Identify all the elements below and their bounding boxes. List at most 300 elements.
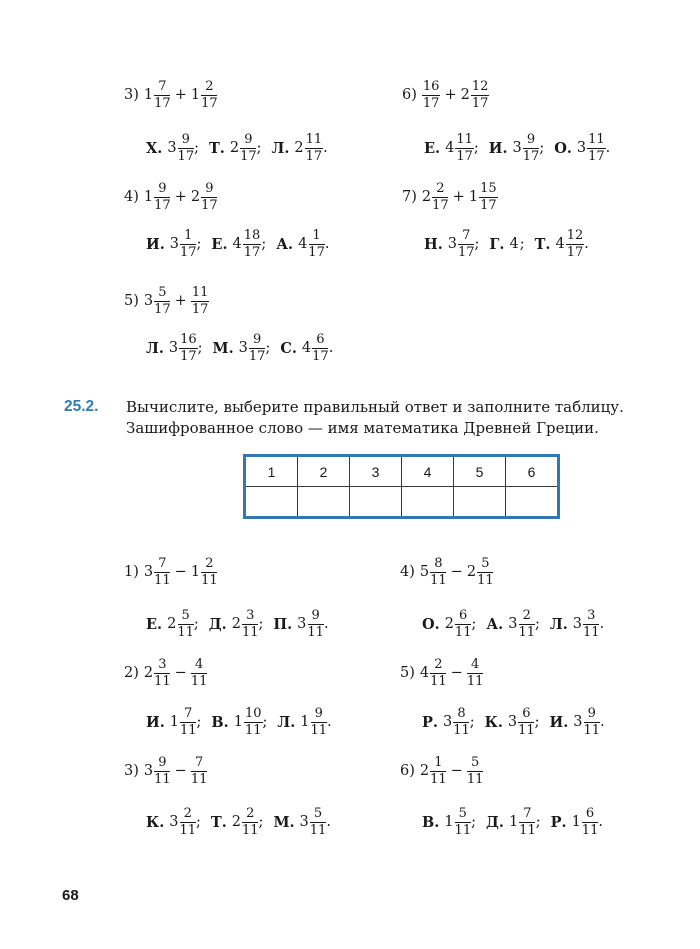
options-row — [146, 609, 339, 639]
fraction — [455, 609, 472, 639]
fraction — [455, 133, 474, 163]
fraction — [467, 756, 484, 786]
expression-row — [124, 756, 207, 786]
fraction — [154, 80, 171, 110]
exercise-5-expression — [124, 286, 209, 316]
option-letter: Н. — [424, 235, 443, 253]
denominator: 11 — [518, 624, 535, 640]
option-value: 4 — [509, 236, 519, 253]
numerator: 11 — [588, 132, 605, 147]
mixed-number — [573, 707, 600, 737]
answer-option — [146, 609, 209, 639]
fraction — [177, 609, 194, 639]
separator: ; — [256, 140, 262, 157]
option-letter: Д. — [208, 615, 227, 633]
answer-option — [486, 609, 550, 639]
fraction — [311, 707, 328, 737]
exercise-label: 6) — [402, 87, 417, 104]
answer-option — [550, 609, 614, 639]
fraction — [523, 133, 540, 163]
answer-cell[interactable] — [506, 487, 559, 518]
option-letter: М. — [212, 339, 234, 357]
fraction — [244, 707, 263, 737]
fraction — [422, 80, 441, 110]
whole-part: 3 — [143, 293, 154, 310]
mixed-number — [300, 707, 327, 737]
whole-part: 4 — [301, 340, 312, 357]
answer-option — [485, 707, 550, 737]
mixed-number — [191, 80, 218, 110]
separator: ; — [471, 814, 476, 831]
numerator: 9 — [178, 133, 194, 149]
denominator: 17 — [457, 244, 475, 260]
answer-option — [554, 133, 620, 163]
mixed-number — [300, 807, 327, 837]
answer-table-header-cell: 6 — [506, 456, 559, 487]
answer-cell[interactable] — [350, 487, 402, 518]
separator: ; — [474, 236, 480, 253]
numerator: 7 — [519, 807, 535, 823]
mixed-number — [230, 133, 257, 163]
whole-part: 1 — [300, 714, 310, 731]
answer-option — [272, 133, 338, 163]
whole-part: 3 — [299, 814, 309, 831]
whole-part: 1 — [468, 189, 479, 206]
fraction — [191, 658, 208, 688]
answer-cell[interactable] — [402, 487, 454, 518]
separator: . — [323, 140, 328, 157]
answer-option — [422, 807, 486, 837]
whole-part: 2 — [421, 189, 432, 206]
operator: + — [174, 293, 187, 310]
separator: . — [328, 340, 334, 357]
whole-part: 1 — [444, 814, 454, 831]
fraction — [471, 80, 490, 110]
numerator: 2 — [430, 658, 446, 674]
whole-part: 4 — [298, 236, 308, 253]
option-letter: Л. — [146, 339, 164, 357]
answer-cell[interactable] — [245, 487, 298, 518]
exercise-7-options — [424, 229, 599, 259]
fraction — [583, 609, 600, 639]
answer-option — [486, 807, 551, 837]
options-row — [424, 229, 599, 259]
options-row — [422, 807, 613, 837]
expression-row — [400, 756, 483, 786]
exercise-label: 6) — [400, 763, 415, 780]
answer-cell[interactable] — [298, 487, 350, 518]
denominator: 17 — [154, 301, 171, 317]
denominator: 17 — [312, 348, 329, 364]
mixed-number — [169, 807, 196, 837]
options-row — [424, 133, 620, 163]
fraction — [243, 229, 262, 259]
fraction — [566, 229, 585, 259]
numerator: 3 — [242, 609, 258, 625]
numerator: 6 — [518, 707, 534, 723]
denominator: 17 — [308, 244, 325, 260]
mixed-number — [573, 609, 600, 639]
fraction — [310, 807, 327, 837]
answer-option — [424, 229, 489, 259]
whole-part: 3 — [169, 814, 179, 831]
answer-option — [277, 707, 341, 737]
mixed-number — [444, 807, 471, 837]
answer-option — [550, 707, 615, 737]
numerator: 2 — [432, 182, 448, 198]
exercise-label: 7) — [402, 189, 417, 206]
exercise-2-2-options — [146, 707, 342, 737]
numerator: 7 — [458, 229, 474, 245]
separator: ; — [194, 140, 199, 157]
mixed-number — [167, 609, 194, 639]
fraction — [308, 229, 325, 259]
fraction — [180, 707, 197, 737]
task-number: 25.2. — [64, 398, 99, 415]
whole-part: 2 — [419, 763, 430, 780]
option-letter: И. — [146, 713, 165, 731]
mixed-number — [461, 80, 490, 110]
separator: . — [598, 814, 603, 831]
mixed-number — [232, 807, 259, 837]
mixed-number — [191, 286, 210, 316]
denominator: 17 — [179, 244, 197, 260]
numerator: 4 — [467, 658, 483, 674]
numerator: 1 — [180, 229, 196, 245]
option-letter: С. — [280, 339, 297, 357]
numerator: 5 — [477, 557, 493, 573]
task-instructions: Вычислите, выберите правильный ответ и заполните таблицу. Зашифрованное слово — имя математика Древней Греции. — [126, 398, 624, 437]
whole-part: 2 — [231, 814, 241, 831]
numerator: 12 — [566, 228, 584, 243]
option-letter: А. — [276, 235, 294, 253]
fraction — [240, 133, 257, 163]
denominator: 17 — [480, 197, 497, 213]
mixed-number — [233, 229, 262, 259]
numerator: 2 — [242, 807, 258, 823]
exercise-label: 3) — [124, 87, 139, 104]
separator: . — [605, 140, 611, 157]
separator: ; — [471, 616, 477, 633]
numerator: 11 — [305, 132, 323, 147]
fraction — [154, 557, 171, 587]
denominator: 11 — [454, 822, 472, 838]
exercise-label: 5) — [400, 665, 415, 682]
exercise-3-options — [146, 133, 338, 163]
answer-option — [211, 707, 277, 737]
exercise-2-3-expression — [124, 756, 207, 786]
numerator: 9 — [154, 182, 170, 198]
mixed-number — [144, 80, 171, 110]
numerator: 9 — [240, 133, 256, 149]
numerator: 11 — [456, 132, 473, 147]
separator: . — [600, 714, 605, 731]
mixed-number — [508, 707, 535, 737]
separator: . — [324, 236, 330, 253]
option-letter: К. — [146, 813, 165, 831]
exercise-2-1-expression — [124, 557, 218, 587]
numerator: 9 — [249, 333, 265, 349]
separator: . — [326, 814, 331, 831]
fraction — [477, 557, 494, 587]
exercise-6-expression — [402, 80, 489, 110]
mixed-number — [144, 286, 171, 316]
answer-option — [276, 229, 339, 259]
mixed-number — [555, 229, 584, 259]
options-row — [422, 609, 614, 639]
denominator: 11 — [477, 572, 494, 588]
answer-option — [146, 333, 213, 363]
option-letter: Л. — [549, 615, 568, 633]
separator: ; — [258, 814, 264, 831]
option-letter: Е. — [146, 615, 163, 633]
numerator: 9 — [154, 756, 170, 772]
whole-part: 4 — [555, 236, 565, 253]
mixed-number — [420, 756, 447, 786]
operator: − — [174, 564, 187, 581]
answer-option — [146, 229, 211, 259]
exercise-5-options — [146, 333, 343, 363]
exercise-2-3-options — [146, 807, 341, 837]
answer-table-header-row — [245, 456, 559, 487]
numerator: 4 — [191, 658, 207, 674]
denominator: 11 — [583, 722, 601, 738]
option-letter: Р. — [550, 813, 567, 831]
fraction — [201, 80, 218, 110]
answer-table-header-cell: 5 — [454, 456, 506, 487]
answer-table-header-cell: 1 — [245, 456, 298, 487]
denominator: 11 — [430, 673, 447, 689]
whole-part: 2 — [460, 87, 470, 104]
whole-part: 3 — [572, 616, 582, 633]
operator: − — [450, 665, 463, 682]
expression-row — [124, 557, 218, 587]
separator: ; — [473, 140, 479, 157]
operator: − — [174, 763, 187, 780]
option-letter: И. — [146, 235, 165, 253]
numerator: 10 — [244, 706, 262, 721]
numerator: 5 — [467, 756, 483, 772]
mixed-number — [467, 557, 494, 587]
numerator: 6 — [582, 807, 598, 823]
fraction — [518, 609, 535, 639]
whole-part: 1 — [169, 714, 179, 731]
fraction — [307, 609, 324, 639]
fraction — [519, 807, 536, 837]
answer-option — [535, 229, 599, 259]
fraction — [154, 658, 171, 688]
fraction — [518, 707, 535, 737]
denominator: 11 — [154, 572, 171, 588]
numerator: 5 — [178, 609, 194, 625]
operator: + — [174, 87, 187, 104]
mixed-number — [191, 658, 208, 688]
mixed-number — [422, 80, 441, 110]
numerator: 9 — [201, 182, 217, 198]
numerator: 18 — [243, 228, 261, 243]
option-letter: И. — [488, 139, 508, 157]
denominator: 11 — [518, 722, 535, 738]
fraction — [154, 756, 171, 786]
fraction — [249, 333, 266, 363]
exercise-label: 3) — [124, 763, 139, 780]
denominator: 17 — [305, 148, 323, 164]
whole-part: 5 — [419, 564, 430, 581]
whole-part: 2 — [167, 616, 177, 633]
separator: ; — [196, 814, 201, 831]
operator: − — [450, 763, 463, 780]
mixed-number — [239, 333, 266, 363]
option-letter: М. — [273, 813, 295, 831]
denominator: 17 — [201, 95, 218, 111]
denominator: 17 — [248, 348, 266, 364]
denominator: 11 — [583, 624, 600, 640]
denominator: 17 — [432, 197, 449, 213]
whole-part: 3 — [168, 340, 179, 357]
fraction — [458, 229, 475, 259]
option-letter: Е. — [211, 235, 228, 253]
denominator: 11 — [179, 722, 197, 738]
options-row — [146, 707, 342, 737]
numerator: 3 — [583, 609, 599, 625]
numerator: 2 — [180, 807, 196, 823]
exercise-4-options — [146, 229, 339, 259]
numerator: 5 — [154, 286, 170, 302]
denominator: 11 — [310, 722, 328, 738]
fraction — [479, 182, 498, 212]
fraction — [432, 182, 449, 212]
exercise-3-expression — [124, 80, 218, 110]
denominator: 11 — [581, 822, 599, 838]
numerator: 2 — [519, 609, 535, 625]
answer-option — [422, 707, 485, 737]
fraction — [453, 707, 470, 737]
numerator: 9 — [308, 609, 324, 625]
numerator: 6 — [455, 609, 471, 625]
answer-option — [422, 609, 486, 639]
numerator: 11 — [191, 285, 209, 300]
expression-row — [124, 80, 218, 110]
fraction — [179, 807, 196, 837]
denominator: 11 — [307, 624, 324, 640]
numerator: 15 — [480, 181, 497, 196]
mixed-number — [191, 182, 218, 212]
option-letter: Т. — [534, 235, 551, 253]
numerator: 1 — [309, 229, 325, 245]
denominator: 17 — [422, 95, 440, 111]
option-letter: Т. — [208, 139, 225, 157]
fraction — [455, 807, 472, 837]
denominator: 11 — [154, 673, 171, 689]
whole-part: 3 — [512, 140, 522, 157]
denominator: 11 — [430, 771, 447, 787]
separator: . — [323, 616, 329, 633]
expression-row — [124, 286, 209, 316]
mixed-number — [302, 333, 329, 363]
mixed-number — [469, 182, 498, 212]
whole-part: 2 — [190, 189, 201, 206]
option-letter: Л. — [271, 139, 290, 157]
numerator: 9 — [523, 133, 539, 149]
answer-cell[interactable] — [454, 487, 506, 518]
denominator: 11 — [453, 722, 470, 738]
exercise-2-6-options — [422, 807, 613, 837]
mixed-number — [167, 133, 194, 163]
denominator: 11 — [466, 673, 484, 689]
mixed-number — [572, 807, 599, 837]
numerator: 16 — [180, 332, 197, 347]
whole-part: 3 — [169, 236, 179, 253]
fraction — [242, 807, 259, 837]
fraction — [582, 807, 599, 837]
exercise-2-4-expression — [400, 557, 494, 587]
numerator: 7 — [154, 80, 170, 96]
exercise-label: 5) — [124, 293, 139, 310]
denominator: 11 — [154, 771, 171, 787]
answer-option — [551, 807, 613, 837]
option-letter: Л. — [277, 713, 296, 731]
mixed-number — [577, 133, 606, 163]
fraction — [179, 333, 198, 363]
option-letter: К. — [484, 713, 503, 731]
fraction — [430, 658, 447, 688]
operator: − — [174, 665, 187, 682]
fraction — [430, 557, 447, 587]
denominator: 17 — [201, 197, 218, 213]
denominator: 17 — [243, 244, 261, 260]
expression-row — [402, 182, 498, 212]
fraction — [312, 333, 329, 363]
answer-table-header-cell: 3 — [350, 456, 402, 487]
numerator: 8 — [430, 557, 446, 573]
denominator: 11 — [190, 673, 208, 689]
numerator: 7 — [191, 756, 207, 772]
mixed-number — [445, 133, 474, 163]
exercise-2-2-expression — [124, 658, 207, 688]
answer-option — [424, 133, 489, 163]
option-letter: Х. — [146, 139, 163, 157]
whole-part: 1 — [508, 814, 519, 831]
numerator: 2 — [201, 557, 217, 573]
option-letter: Д. — [485, 813, 504, 831]
exercise-2-4-options — [422, 609, 614, 639]
whole-part: 2 — [294, 140, 304, 157]
operator: − — [450, 564, 463, 581]
answer-table-header-cell: 2 — [298, 456, 350, 487]
exercise-2-1-options — [146, 609, 339, 639]
numerator: 16 — [422, 79, 440, 94]
mixed-number — [191, 557, 218, 587]
operator: + — [174, 189, 187, 206]
denominator: 17 — [456, 148, 473, 164]
option-letter: В. — [422, 813, 440, 831]
denominator: 17 — [588, 148, 605, 164]
denominator: 17 — [240, 148, 257, 164]
separator: . — [584, 236, 589, 253]
exercise-label: 4) — [124, 189, 139, 206]
answer-option — [146, 133, 209, 163]
option-letter: В. — [211, 713, 229, 731]
whole-part: 4 — [232, 236, 242, 253]
whole-part: 3 — [573, 714, 583, 731]
whole-part: 3 — [442, 714, 453, 731]
fraction — [201, 557, 218, 587]
mixed-number — [144, 658, 171, 688]
answer-option — [273, 609, 338, 639]
numerator: 7 — [154, 557, 170, 573]
whole-part: 3 — [238, 340, 248, 357]
fraction — [584, 707, 601, 737]
